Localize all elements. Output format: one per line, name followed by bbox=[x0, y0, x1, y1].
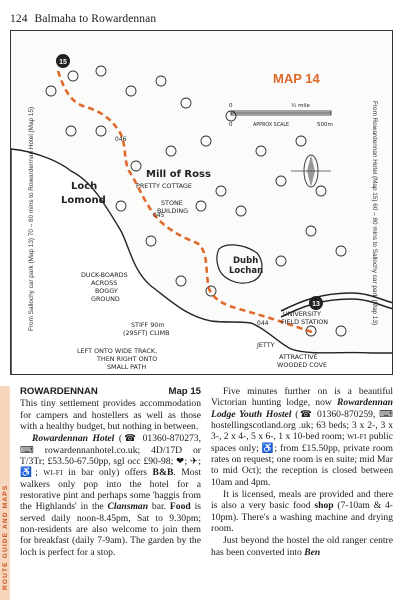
map-drawing bbox=[11, 31, 393, 375]
scale-bar bbox=[229, 102, 333, 128]
section-heading bbox=[20, 386, 201, 397]
label-stone-1: STONE bbox=[161, 199, 183, 207]
section-title: ROWARDENNAN bbox=[20, 386, 98, 397]
route-badge-bottom: 13 bbox=[312, 301, 320, 308]
ben-word: Ben bbox=[304, 546, 321, 558]
hostel-name: Rowardennan Lodge Youth Hostel bbox=[211, 397, 393, 420]
label-mill-of-ross: Mill of Ross bbox=[146, 169, 211, 180]
licensed-paragraph: It is licensed, meals are provided and there is also a very basic food shop (7-10am & 4-10pm). There's a washing machine and drying room. bbox=[211, 489, 393, 535]
right-column bbox=[211, 386, 393, 558]
label-left-track-1: LEFT ONTO WIDE TRACK, bbox=[77, 347, 158, 355]
hotel-bb: B&B bbox=[152, 467, 174, 479]
label-lochan: Lochan bbox=[229, 266, 264, 276]
label-university-2: FIELD STATION bbox=[281, 318, 329, 326]
section-map-ref: Map 15 bbox=[168, 386, 201, 397]
route-badge-top: 15 bbox=[59, 59, 67, 66]
scale-zero-bottom: 0 bbox=[229, 122, 233, 128]
label-duck-3: BOGGY bbox=[95, 287, 118, 295]
scale-500m: 500m bbox=[317, 122, 333, 128]
sidebar-tab-label: ROUTE GUIDE AND MAPS bbox=[2, 484, 9, 590]
hostel-wifi: WI-FI bbox=[347, 432, 367, 442]
label-loch: Loch bbox=[71, 181, 98, 192]
label-lomond: Lomond bbox=[61, 195, 106, 206]
sidebar-tab bbox=[0, 386, 10, 600]
label-stone-2: BUILDING bbox=[157, 207, 189, 215]
label-left-track-3: SMALL PATH bbox=[107, 363, 147, 371]
intro-paragraph: This tiny settlement provides accommodation for campers and hostellers as well as those with a healthy budget, but nothing in between. bbox=[20, 398, 201, 433]
altitude-044: 044 bbox=[257, 320, 269, 327]
scale-zero-top: 0 bbox=[229, 103, 233, 109]
altitude-046: 046 bbox=[115, 136, 127, 143]
label-stiff-2: (295FT) CLIMB bbox=[123, 329, 170, 337]
label-duck-2: ACROSS bbox=[91, 279, 118, 287]
page-header bbox=[10, 13, 156, 25]
hotel-paragraph: Rowardennan Hotel (☎ 01360-870273, ⌨ rowardennanhotel.co.uk; 4D/17D or T/3Tr; £53.50-67.50pp, sgl occ £90-98; ❤; ✈; ♿; WI-FI in bar only) offers B&B. Most walkers only pop into the hotel for a restorative pint and perhaps some 'haggis from the Highlands' in the Clansman bar. Food is served daily noon-8.45pm, Sat to 9.30pm; non-residents are also welcome to join them for breakfast (daily 7-9am). The garden by the loch is perfect for a stop. bbox=[20, 433, 201, 558]
label-stiff-1: STIFF 90m bbox=[131, 321, 165, 329]
scale-approx: APPROX SCALE bbox=[253, 123, 290, 128]
shop-word: shop bbox=[314, 500, 334, 512]
hotel-name: Rowardennan Hotel bbox=[32, 433, 115, 445]
label-dubh: Dubh bbox=[233, 256, 259, 266]
map-title: MAP 14 bbox=[273, 71, 320, 86]
left-side-caption: From Sallochy car park (Map 13) 70 – 80 mins to Rowardennan Hotel (Map 15) bbox=[28, 106, 35, 331]
label-jetty: JETTY bbox=[257, 341, 275, 349]
loch-shoreline bbox=[11, 149, 393, 375]
hostel-paragraph: Five minutes further on is a beautiful Victorian hunting lodge, now Rowardennan Lodge Youth Hostel (☎ 01360-870259, ⌨ hostellingscotland.org .uk; 63 beds; 3 x 2-, 3 x 3-, 2 x 4-, 5 x 6-, 1 x 10-bed room; WI-FI public spaces only; ♿; from £15.50pp, private room rates on request; one room is en suite; mid Mar to mid Oct); the reception is closed between 10am and 4pm. bbox=[211, 386, 393, 488]
label-university-1: UNIVERSITY bbox=[283, 310, 321, 318]
route-map bbox=[10, 30, 393, 375]
altitude-045: 045 bbox=[153, 212, 165, 219]
left-column bbox=[20, 386, 201, 558]
clansman-bar: Clansman bbox=[107, 501, 149, 513]
running-title: Balmaha to Rowardennan bbox=[34, 13, 157, 25]
label-pretty-cottage: PRETTY COTTAGE bbox=[136, 182, 192, 190]
label-duck-1: DUCK-BOARDS bbox=[81, 271, 128, 279]
label-duck-4: GROUND bbox=[91, 295, 120, 303]
page-number: 124 bbox=[10, 13, 28, 25]
hotel-wifi: WI-FI bbox=[43, 468, 63, 478]
label-left-track-2: THEN RIGHT ONTO bbox=[97, 355, 158, 363]
right-side-caption: From Rowardennan Hotel (Map 15) 60 – 80 mins to Sallochy car park (Map 13) bbox=[371, 101, 378, 326]
scale-mile: ½ mile bbox=[291, 103, 310, 109]
label-cove-2: WOODED COVE bbox=[277, 361, 328, 369]
compass-icon bbox=[291, 155, 331, 187]
label-cove-1: ATTRACTIVE bbox=[279, 353, 318, 361]
hotel-food: Food bbox=[169, 501, 191, 513]
ranger-paragraph: Just beyond the hostel the old ranger centre has been converted into Ben bbox=[211, 535, 393, 558]
